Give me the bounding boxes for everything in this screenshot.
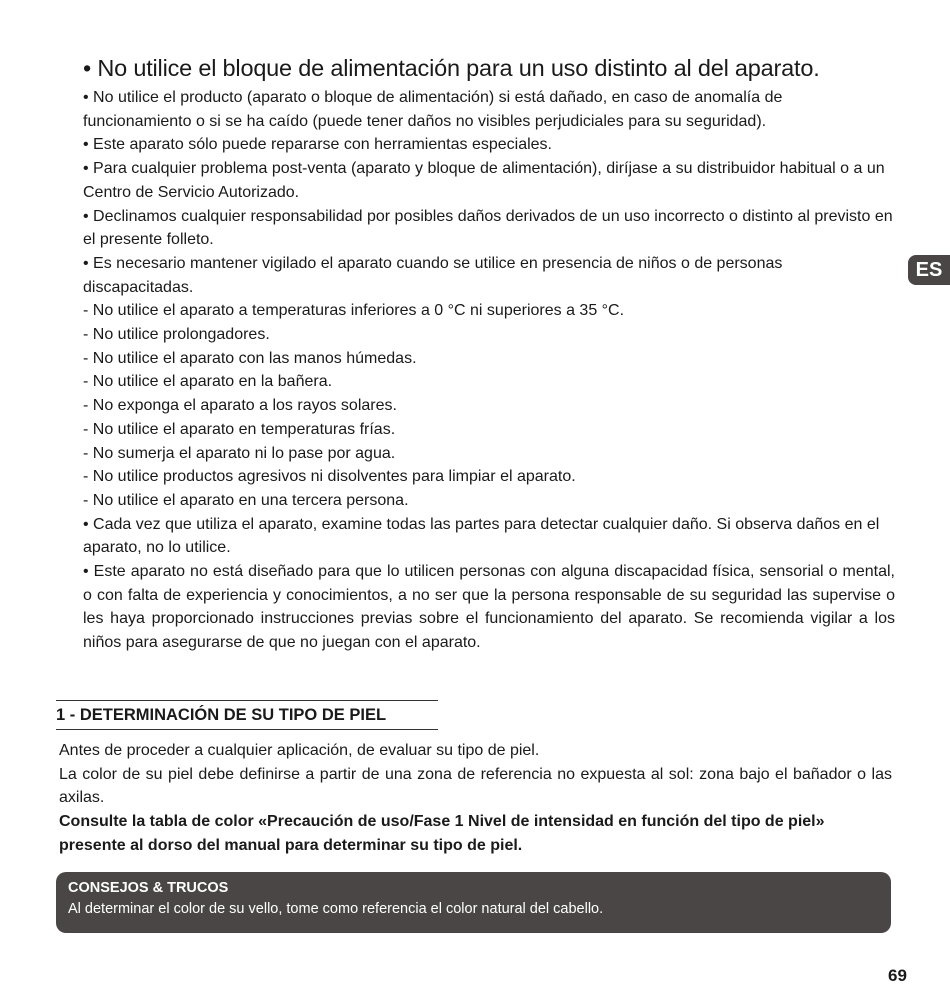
instruction-item: - No utilice el aparato en una tercera persona. — [83, 491, 409, 509]
instruction-item: - No utilice el aparato en temperaturas frías. — [83, 420, 396, 438]
instruction-paragraph: • Es necesario mantener vigilado el aparato cuando se utilice en presencia de niños o de personas discapacitadas. — [83, 254, 783, 296]
instruction-paragraph: • Cada vez que utiliza el aparato, examine todas las partes para detectar cualquier daño. Si observa daños en el aparato, no lo utilice. — [83, 515, 880, 557]
instruction-item: - No utilice el aparato a temperaturas inferiores a 0 °C ni superiores a 35 °C. — [83, 302, 625, 320]
instruction-item: - No utilice el aparato con las manos húmedas. — [83, 349, 417, 367]
instruction-item: - No utilice el aparato en la bañera. — [83, 373, 333, 391]
instruction-paragraph: • Declinamos cualquier responsabilidad por posibles daños derivados de un uso incorrecto o distinto al previsto en el presente folleto. — [83, 207, 893, 249]
skin-type-section — [59, 739, 892, 858]
tips-title: CONSEJOS & TRUCOS — [68, 880, 229, 896]
safety-instructions — [83, 86, 895, 655]
instruction-paragraph: • No utilice el producto (aparato o bloque de alimentación) si está dañado, en caso de anomalía de funcionamiento o si se ha caído (puede tener daños no visibles perjudiciales para su seguridad). — [83, 89, 783, 130]
instruction-item: - No sumerja el aparato ni lo pase por agua. — [83, 444, 396, 462]
section-divider-top — [56, 700, 438, 701]
tips-text: Al determinar el color de su vello, tome como referencia el color natural del cabello. — [68, 901, 604, 917]
section-divider-bottom — [56, 729, 438, 730]
page-number: 69 — [888, 966, 907, 985]
instruction-paragraph: • Para cualquier problema post-venta (aparato y bloque de alimentación), diríjase a su distribuidor habitual o a un Centro de Servicio Autorizado. — [83, 160, 885, 201]
tips-box — [56, 872, 891, 933]
instruction-item: - No utilice productos agresivos ni disolventes para limpiar el aparato. — [83, 468, 576, 486]
bold-note: Consulte la tabla de color «Precaución de uso/Fase 1 Nivel de intensidad en función del tipo de piel» presente al dorso del manual para determinar su tipo de piel. — [59, 813, 825, 854]
language-tab: ES — [908, 255, 950, 285]
instruction-paragraph: • Este aparato no está diseñado para que lo utilicen personas con alguna discapacidad física, sensorial o mental, o con falta de experiencia y conocimientos, a no ser que la persona responsable de su seguridad las supervise o les haya proporcionado instrucciones previas sobre el funcionamiento del aparato. Se recomienda vigilar a los niños para asegurarse de que no juegan con el aparato. — [83, 563, 895, 652]
section-paragraph: La color de su piel debe definirse a partir de una zona de referencia no expuesta al sol: zona bajo el bañador o las axilas. — [59, 765, 892, 807]
instruction-item: - No exponga el aparato a los rayos solares. — [83, 397, 397, 415]
section-title: 1 - DETERMINACIÓN DE SU TIPO DE PIEL — [56, 706, 387, 724]
section-paragraph: Antes de proceder a cualquier aplicación, de evaluar su tipo de piel. — [59, 742, 540, 759]
safety-heading: • No utilice el bloque de alimentación para un uso distinto al del aparato. — [83, 55, 820, 81]
instruction-paragraph: • Este aparato sólo puede repararse con herramientas especiales. — [83, 136, 552, 154]
instruction-item: - No utilice prolongadores. — [83, 326, 270, 344]
